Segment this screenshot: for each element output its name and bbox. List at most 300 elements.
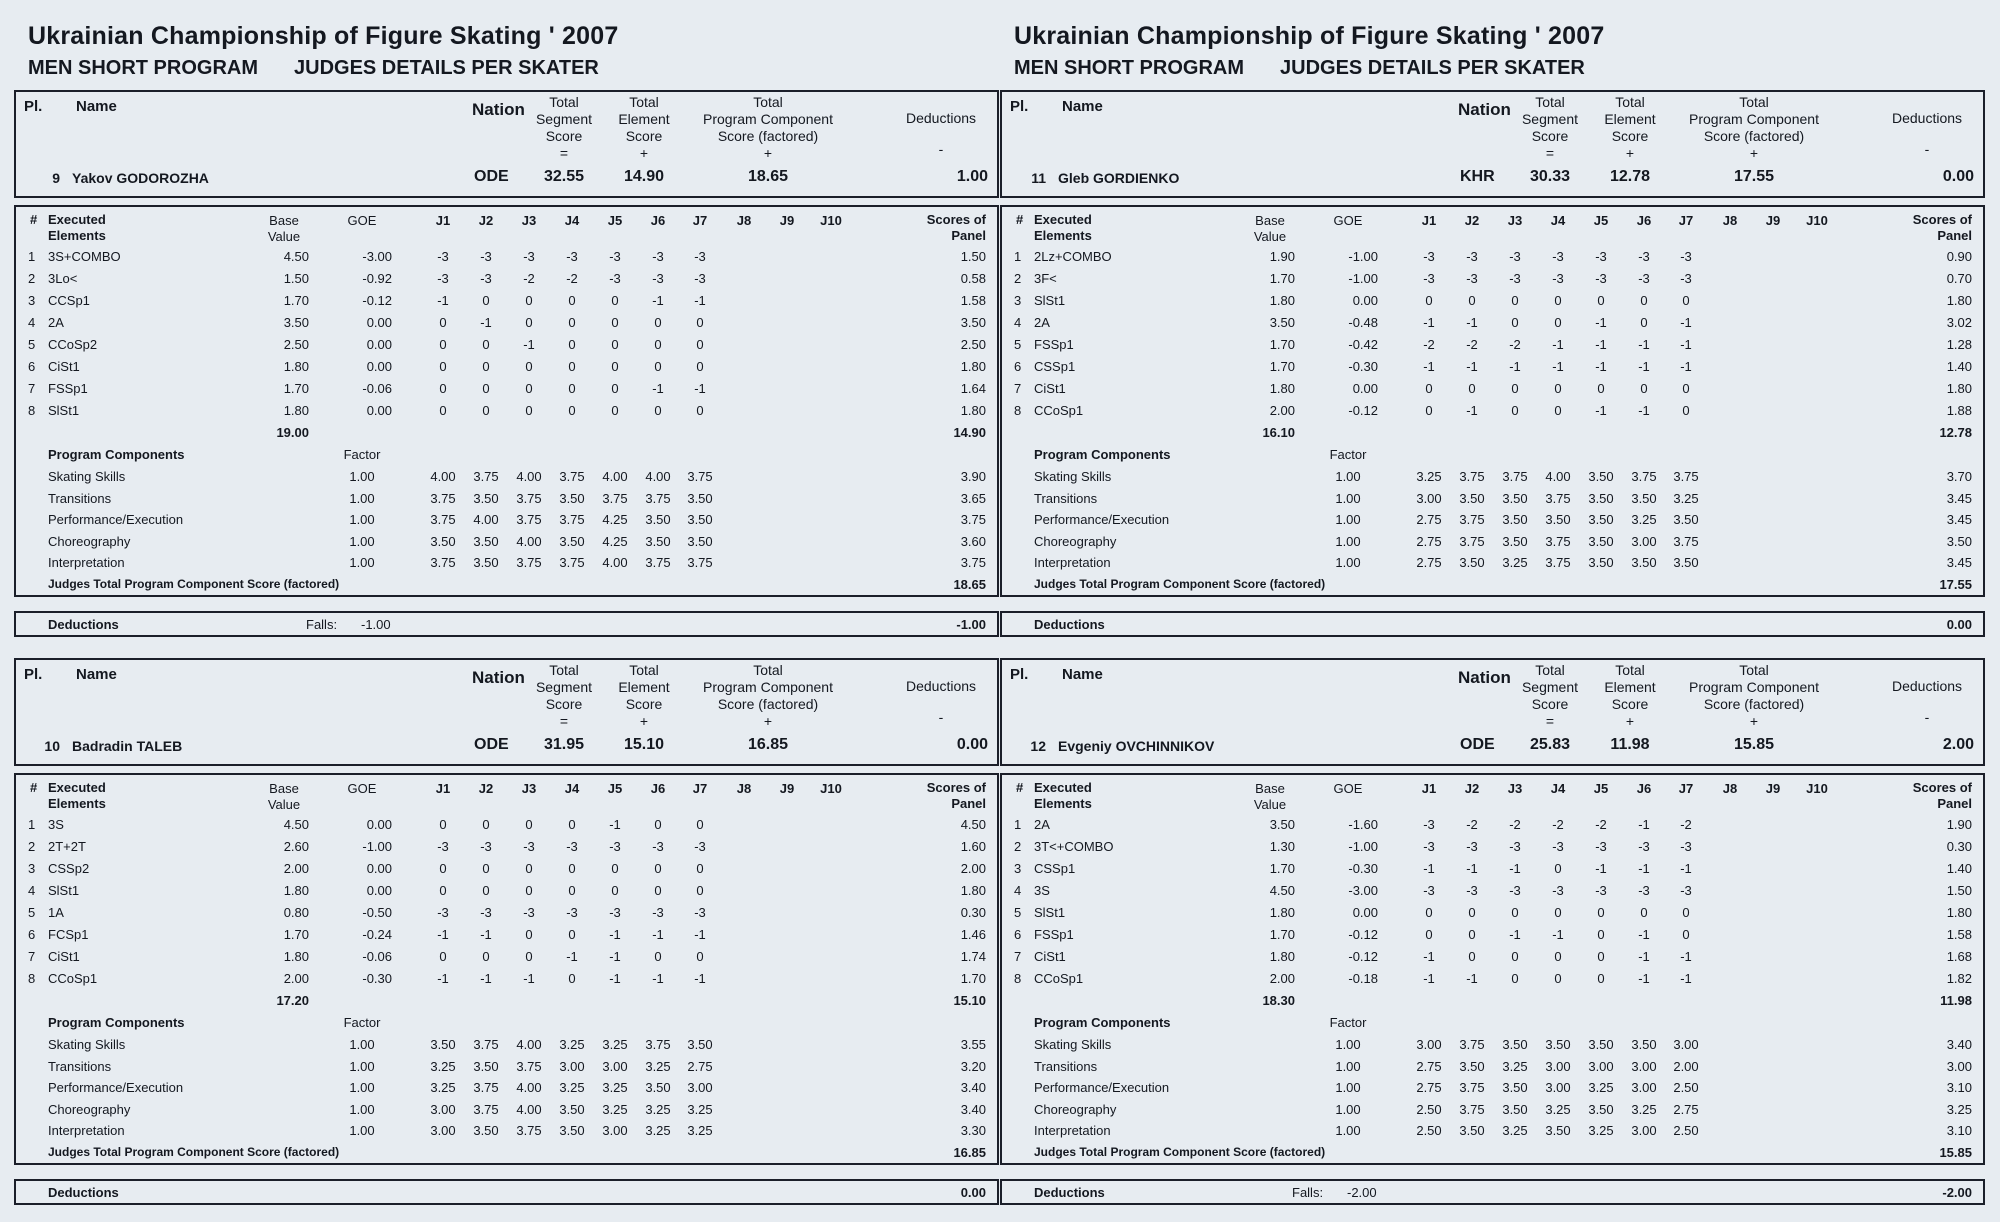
skater-name: Gleb GORDIENKO — [1058, 170, 1180, 186]
judge-goe: 0 — [1468, 293, 1476, 308]
judges-detail-box — [14, 205, 999, 597]
base-value-total: 16.10 — [1262, 425, 1295, 440]
judge-component-mark: 2.75 — [1416, 533, 1442, 549]
judge-goe: 0 — [482, 381, 490, 396]
component-row — [16, 1123, 997, 1144]
element-number: 3 — [1014, 293, 1022, 308]
judge-component-mark: 3.00 — [602, 1123, 628, 1138]
base-header-2: Value — [267, 229, 301, 244]
component-factor: 1.00 — [349, 512, 375, 527]
goe-value: -0.18 — [1348, 971, 1378, 986]
goe-value: -0.30 — [1348, 359, 1378, 374]
judge-goe: 0 — [525, 403, 533, 418]
component-factor: 1.00 — [1335, 555, 1361, 570]
judge-component-mark: 3.50 — [645, 533, 671, 549]
skater-rank: 10 — [44, 738, 60, 754]
sheet-left — [14, 0, 999, 1222]
component-row — [1002, 555, 1983, 576]
deductions-label: Deductions — [1034, 617, 1105, 632]
component-row — [16, 1037, 997, 1058]
judge-component-mark: 3.50 — [1545, 1123, 1571, 1138]
judge-goe: 0 — [439, 817, 447, 832]
judge-goe: 0 — [696, 883, 704, 898]
element-row — [1002, 971, 1983, 993]
judge-goe: 0 — [1640, 315, 1648, 330]
judge-goe: -3 — [1466, 839, 1478, 854]
sheet-header — [1014, 22, 1604, 80]
component-name: Skating Skills — [1034, 1037, 1112, 1052]
element-number: 7 — [28, 949, 36, 964]
component-name: Interpretation — [48, 555, 125, 570]
falls-label: Falls: — [1292, 1185, 1324, 1200]
goe-value: 0.00 — [366, 403, 392, 418]
skater-rank: 11 — [1031, 170, 1046, 186]
judge-goe: 0 — [1425, 905, 1433, 920]
judge-header-10: J10 — [820, 781, 842, 796]
judge-goe: 0 — [654, 337, 662, 352]
judge-component-mark: 4.00 — [516, 469, 542, 484]
judge-goe: -3 — [1552, 249, 1564, 264]
pcs-header-line: + — [763, 145, 773, 161]
element-panel-score: 1.40 — [1946, 861, 1972, 876]
pcs-header-line: Total — [1739, 94, 1769, 110]
pcs-header-line: Score (factored) — [717, 696, 819, 712]
judge-header-6: J6 — [1636, 213, 1652, 228]
judge-component-mark: 3.75 — [1459, 1080, 1485, 1095]
judge-header-2: J2 — [1464, 781, 1480, 796]
base-value: 1.70 — [283, 927, 309, 942]
tss-header-line: Segment — [1521, 679, 1579, 695]
element-code: FSSp1 — [48, 381, 88, 396]
judge-goe: -3 — [694, 249, 706, 264]
judge-component-mark: 4.00 — [602, 469, 628, 484]
pcs-header — [678, 94, 858, 162]
judge-goe: 0 — [1554, 381, 1562, 396]
base-value: 1.70 — [1269, 337, 1295, 352]
base-value: 1.80 — [283, 949, 309, 964]
judge-goe: -1 — [1680, 359, 1692, 374]
judges-detail-box — [14, 773, 999, 1165]
judge-header-5: J5 — [1593, 213, 1609, 228]
judge-goe: -1 — [1552, 337, 1564, 352]
judge-goe: -2 — [1466, 817, 1478, 832]
judge-component-mark: 3.75 — [1673, 469, 1699, 484]
judge-header-4: J4 — [1550, 781, 1566, 796]
judge-goe: -3 — [1509, 839, 1521, 854]
judges-total-pcs-value: 16.85 — [953, 1145, 986, 1160]
judge-goe: -1 — [1680, 971, 1692, 986]
judge-component-mark: 3.00 — [1673, 1037, 1699, 1052]
element-code: CiSt1 — [48, 359, 80, 374]
judge-goe: 0 — [1682, 293, 1690, 308]
judge-component-mark: 3.50 — [687, 490, 713, 506]
judge-goe: 0 — [654, 883, 662, 898]
element-row — [1002, 249, 1983, 271]
judge-goe: -3 — [1509, 271, 1521, 286]
judge-goe: -3 — [1680, 249, 1692, 264]
judge-header-4: J4 — [564, 213, 580, 228]
base-value: 1.80 — [1269, 381, 1295, 396]
judge-component-mark: 3.75 — [473, 1037, 499, 1052]
goe-value: -0.12 — [362, 293, 392, 308]
judge-component-mark: 3.50 — [645, 1080, 671, 1095]
tes-header-line: Total — [629, 94, 659, 110]
judge-goe: 0 — [654, 949, 662, 964]
judge-component-mark: 3.50 — [430, 533, 456, 549]
judge-goe: -3 — [523, 249, 535, 264]
deductions-header — [886, 110, 996, 158]
judge-goe: -3 — [609, 839, 621, 854]
judge-goe: 0 — [1597, 381, 1605, 396]
judge-component-mark: 2.50 — [1416, 1123, 1442, 1138]
skater-nation: ODE — [474, 736, 509, 753]
component-panel-score: 3.00 — [1946, 1058, 1972, 1074]
component-factor: 1.00 — [349, 1123, 375, 1138]
total-element-score: 15.10 — [623, 736, 665, 753]
component-factor: 1.00 — [1335, 512, 1361, 527]
judge-goe: 0 — [439, 949, 447, 964]
judge-goe: -3 — [437, 905, 449, 920]
sheet-right — [1000, 0, 1985, 1222]
element-row — [16, 949, 997, 971]
judge-component-mark: 3.75 — [516, 555, 542, 570]
judge-goe: 0 — [525, 949, 533, 964]
judge-component-mark: 3.75 — [687, 555, 713, 570]
judge-component-mark: 3.75 — [473, 469, 499, 484]
judge-goe: -3 — [1423, 839, 1435, 854]
judge-goe: 0 — [1597, 293, 1605, 308]
element-row — [16, 315, 997, 337]
element-code: CSSp1 — [1034, 861, 1076, 876]
component-name: Interpretation — [1034, 1123, 1111, 1138]
tes-header-line: Score — [1611, 696, 1649, 712]
judge-goe: -3 — [652, 839, 664, 854]
base-value: 1.70 — [1269, 927, 1295, 942]
program-components-header: Program Components — [48, 1015, 185, 1030]
tss-header-line: = — [559, 145, 569, 161]
pcs-header-line: Program Component — [703, 111, 833, 127]
goe-value: -0.12 — [1348, 927, 1378, 942]
judge-goe: -2 — [1466, 337, 1478, 352]
component-name: Performance/Execution — [48, 1080, 184, 1095]
judge-goe: 0 — [1597, 905, 1605, 920]
element-number: 1 — [1014, 249, 1022, 264]
judge-goe: -3 — [609, 271, 621, 286]
goe-header: GOE — [347, 781, 377, 796]
element-row — [16, 817, 997, 839]
deductions-header — [886, 678, 996, 726]
pcs-header — [1664, 662, 1844, 730]
judge-component-mark: 3.00 — [602, 1058, 628, 1074]
component-row — [16, 534, 997, 555]
judge-component-mark: 3.50 — [1502, 533, 1528, 549]
judge-goe: -3 — [652, 271, 664, 286]
base-header-1: Base — [1255, 781, 1285, 796]
skater-card — [1000, 90, 1985, 644]
component-panel-score: 3.60 — [960, 533, 986, 549]
component-name: Choreography — [48, 533, 131, 549]
skater-nation: KHR — [1460, 168, 1495, 185]
element-code: CCoSp1 — [1034, 971, 1084, 986]
judge-goe: 0 — [1554, 861, 1562, 876]
judge-component-mark: 3.25 — [1631, 1101, 1657, 1117]
element-panel-score: 3.02 — [1946, 315, 1972, 330]
element-number: 5 — [1014, 337, 1022, 352]
judge-goe: 0 — [611, 403, 619, 418]
judge-component-mark: 4.00 — [516, 533, 542, 549]
element-panel-score: 4.50 — [960, 817, 986, 832]
skater-card — [1000, 658, 1985, 1212]
skater-name: Badradin TALEB — [72, 738, 183, 754]
element-panel-score: 1.80 — [960, 403, 986, 418]
goe-value: 0.00 — [366, 337, 392, 352]
skater-summary-box — [1000, 90, 1985, 198]
component-name: Interpretation — [1034, 555, 1111, 570]
deductions-box — [14, 611, 999, 637]
element-row — [1002, 817, 1983, 839]
judge-goe: -3 — [1638, 249, 1650, 264]
judge-component-mark: 3.25 — [1502, 555, 1528, 570]
base-value: 2.50 — [283, 337, 309, 352]
judge-header-5: J5 — [1593, 781, 1609, 796]
component-row — [1002, 1080, 1983, 1101]
judge-goe: 0 — [611, 337, 619, 352]
judge-goe: 0 — [1682, 381, 1690, 396]
judge-goe: -3 — [652, 249, 664, 264]
goe-value: 0.00 — [366, 359, 392, 374]
element-panel-score: 0.90 — [1946, 249, 1972, 264]
judge-goe: 0 — [1682, 905, 1690, 920]
judge-goe: 0 — [1554, 971, 1562, 986]
element-row — [16, 927, 997, 949]
judge-header-2: J2 — [478, 213, 494, 228]
component-name: Skating Skills — [48, 1037, 126, 1052]
base-value: 2.00 — [1269, 971, 1295, 986]
element-number: 5 — [28, 337, 36, 352]
judge-goe: -1 — [523, 971, 535, 986]
panel-header-2: Panel — [951, 796, 986, 811]
judge-goe: -2 — [1509, 817, 1521, 832]
judge-component-mark: 3.25 — [645, 1101, 671, 1117]
judge-goe: -1 — [523, 337, 535, 352]
element-panel-score: 0.30 — [1946, 839, 1972, 854]
name-header: Name — [76, 666, 117, 683]
element-panel-score: 2.50 — [960, 337, 986, 352]
component-factor: 1.00 — [349, 533, 375, 549]
judge-component-mark: 3.50 — [559, 533, 585, 549]
element-number: 5 — [28, 905, 36, 920]
element-score-total: 12.78 — [1939, 425, 1972, 440]
judge-component-mark: 3.50 — [1588, 1101, 1614, 1117]
base-value: 1.90 — [1269, 249, 1295, 264]
base-value: 2.60 — [283, 839, 309, 854]
element-number: 4 — [1014, 315, 1022, 330]
component-panel-score: 3.55 — [960, 1037, 986, 1052]
judge-component-mark: 3.75 — [559, 469, 585, 484]
total-segment-score: 25.83 — [1529, 736, 1571, 753]
judge-component-mark: 3.50 — [1588, 1037, 1614, 1052]
judge-component-mark: 2.50 — [1673, 1080, 1699, 1095]
tes-header-line: Total — [1615, 662, 1645, 678]
judge-component-mark: 3.50 — [1459, 490, 1485, 506]
judge-component-mark: 4.00 — [516, 1037, 542, 1052]
judge-goe: -1 — [1466, 359, 1478, 374]
deductions-label: Deductions — [48, 1185, 119, 1200]
judge-component-mark: 3.75 — [645, 490, 671, 506]
tss-header-line: Segment — [535, 679, 593, 695]
element-number: 8 — [28, 403, 36, 418]
element-code: SlSt1 — [48, 403, 80, 418]
judge-goe: -2 — [523, 271, 535, 286]
judge-goe: -3 — [1680, 271, 1692, 286]
judge-goe: -1 — [1638, 949, 1650, 964]
judge-goe: 0 — [525, 293, 533, 308]
deductions-box — [1000, 611, 1985, 637]
judge-goe: 0 — [1554, 293, 1562, 308]
judge-goe: 0 — [568, 403, 576, 418]
component-name: Skating Skills — [48, 469, 126, 484]
component-name: Transitions — [1034, 1058, 1098, 1074]
judge-goe: 0 — [568, 359, 576, 374]
judge-goe: -3 — [694, 271, 706, 286]
judge-goe: 0 — [568, 971, 576, 986]
goe-value: -0.12 — [1348, 403, 1378, 418]
element-code: FCSp1 — [48, 927, 89, 942]
judge-goe: -1 — [1466, 315, 1478, 330]
component-panel-score: 3.45 — [1946, 512, 1972, 527]
judge-goe: -3 — [1680, 883, 1692, 898]
element-number: 7 — [1014, 949, 1022, 964]
judge-component-mark: 3.25 — [1545, 1101, 1571, 1117]
element-code: CiSt1 — [48, 949, 80, 964]
name-header: Name — [1062, 98, 1103, 115]
judge-component-mark: 3.00 — [1631, 1058, 1657, 1074]
goe-header: GOE — [347, 213, 377, 228]
place-header: Pl. — [24, 98, 43, 115]
judge-component-mark: 2.50 — [1673, 1123, 1699, 1138]
judge-goe: -1 — [1466, 861, 1478, 876]
goe-value: 0.00 — [366, 861, 392, 876]
judge-header-1: J1 — [435, 213, 451, 228]
judge-component-mark: 2.75 — [687, 1058, 713, 1074]
judge-component-mark: 3.75 — [687, 469, 713, 484]
element-code: 2A — [1034, 817, 1050, 832]
judge-goe: -3 — [1423, 249, 1435, 264]
judge-component-mark: 3.00 — [1416, 1037, 1442, 1052]
name-header: Name — [1062, 666, 1103, 683]
judge-goe: -1 — [1595, 337, 1607, 352]
executed-header-1: Executed — [48, 212, 106, 227]
tes-header-line: + — [1625, 145, 1635, 161]
deductions-header — [1872, 110, 1982, 158]
component-row — [16, 491, 997, 512]
judge-header-8: J8 — [736, 781, 752, 796]
judge-goe: 0 — [611, 293, 619, 308]
judge-goe: -1 — [694, 971, 706, 986]
judge-goe: -3 — [1638, 839, 1650, 854]
element-number: 8 — [28, 971, 36, 986]
judge-goe: 0 — [1597, 927, 1605, 942]
component-factor: 1.00 — [1335, 469, 1361, 484]
judges-total-pcs-value: 17.55 — [1939, 577, 1972, 592]
total-segment-score: 31.95 — [543, 736, 585, 753]
judge-goe: -3 — [480, 839, 492, 854]
judge-goe: -1 — [1680, 861, 1692, 876]
judges-total-pcs-label: Judges Total Program Component Score (factored) — [1034, 577, 1326, 591]
falls-value: -1.00 — [361, 617, 391, 632]
judge-goe: 0 — [525, 883, 533, 898]
element-code: 3S — [1034, 883, 1050, 898]
element-code: 2A — [1034, 315, 1050, 330]
element-panel-score: 1.58 — [960, 293, 986, 308]
component-panel-score: 3.90 — [960, 469, 986, 484]
judge-component-mark: 3.75 — [1545, 533, 1571, 549]
component-panel-score: 3.45 — [1946, 490, 1972, 506]
judge-component-mark: 3.25 — [1502, 1123, 1528, 1138]
skater-card — [14, 90, 999, 644]
judge-goe: 0 — [696, 315, 704, 330]
goe-value: -3.00 — [362, 249, 392, 264]
element-row — [16, 861, 997, 883]
deductions-header-line: - — [1924, 709, 1930, 725]
judge-component-mark: 3.50 — [1673, 555, 1699, 570]
component-factor: 1.00 — [349, 490, 375, 506]
judge-header-4: J4 — [1550, 213, 1566, 228]
element-panel-score: 1.80 — [960, 359, 986, 374]
element-number: 3 — [1014, 861, 1022, 876]
tes-header-line: Element — [618, 111, 670, 127]
judges-detail-box — [1000, 773, 1985, 1165]
goe-value: -0.12 — [1348, 949, 1378, 964]
component-row — [1002, 1059, 1983, 1080]
judge-goe: -3 — [694, 905, 706, 920]
judge-component-mark: 3.50 — [1502, 1101, 1528, 1117]
judge-goe: 0 — [1640, 293, 1648, 308]
judge-goe: 0 — [1554, 905, 1562, 920]
deductions-header-line: - — [1924, 141, 1930, 157]
component-name: Choreography — [1034, 533, 1117, 549]
goe-value: -3.00 — [1348, 883, 1378, 898]
deductions-header — [1872, 678, 1982, 726]
element-panel-score: 2.00 — [960, 861, 986, 876]
judge-goe: -3 — [1595, 883, 1607, 898]
judge-goe: -3 — [566, 905, 578, 920]
element-panel-score: 0.58 — [960, 271, 986, 286]
component-row — [1002, 534, 1983, 555]
deductions-label: Deductions — [48, 617, 119, 632]
judge-goe: -3 — [1423, 271, 1435, 286]
element-row — [16, 971, 997, 993]
judge-goe: -1 — [480, 971, 492, 986]
element-number: 8 — [1014, 971, 1022, 986]
judge-header-10: J10 — [1806, 781, 1828, 796]
deductions-value: 0.00 — [956, 736, 988, 753]
judge-goe: 0 — [568, 883, 576, 898]
judge-goe: 0 — [654, 817, 662, 832]
deductions-box — [14, 1179, 999, 1205]
deductions-value: 2.00 — [1942, 736, 1974, 753]
component-panel-score: 3.10 — [1946, 1080, 1972, 1095]
judge-component-mark: 3.50 — [1631, 1037, 1657, 1052]
element-number: 7 — [28, 381, 36, 396]
judge-component-mark: 3.75 — [430, 490, 456, 506]
judge-component-mark: 3.25 — [645, 1123, 671, 1138]
component-row — [16, 1059, 997, 1080]
base-value: 3.50 — [283, 315, 309, 330]
judge-component-mark: 3.00 — [1545, 1080, 1571, 1095]
element-panel-score: 1.80 — [960, 883, 986, 898]
base-value: 1.30 — [1269, 839, 1295, 854]
